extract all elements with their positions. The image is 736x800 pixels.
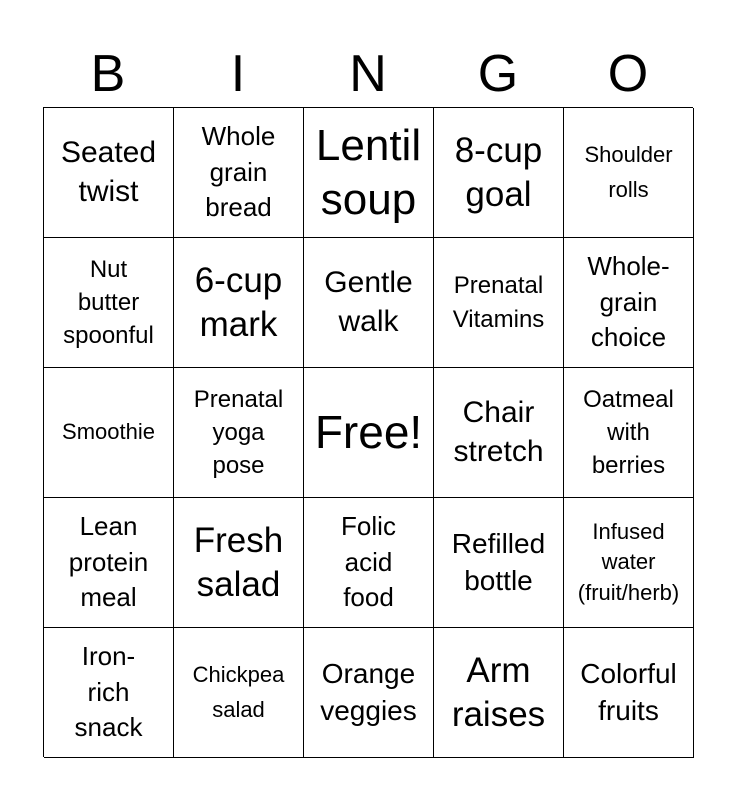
- bingo-cell-label: Seated twist: [60, 136, 157, 208]
- bingo-cell-r1-c5[interactable]: [564, 108, 694, 238]
- bingo-cell-label: Prenatal yoga pose: [193, 385, 284, 480]
- header-letter-i: I: [230, 45, 246, 103]
- bingo-cell-free[interactable]: [304, 368, 434, 498]
- bingo-cell-label: Arm raises: [451, 650, 546, 734]
- bingo-cell-r3-c4[interactable]: [434, 368, 564, 498]
- bingo-cell-r3-c2[interactable]: [174, 368, 304, 498]
- bingo-cell-r1-c2[interactable]: [174, 108, 304, 238]
- bingo-cell-label: Lentil soup: [315, 120, 422, 224]
- header-letter-g: G: [477, 45, 519, 103]
- header-letter-o: O: [607, 45, 649, 103]
- bingo-cell-label: Fresh salad: [193, 520, 284, 604]
- bingo-cell-label: Folic acid food: [341, 510, 396, 613]
- free-space-label: Free!: [314, 406, 423, 459]
- bingo-cell-label: Chair stretch: [453, 396, 544, 468]
- bingo-cell-r1-c1[interactable]: [44, 108, 174, 238]
- bingo-cell-r5-c4[interactable]: [434, 628, 564, 758]
- bingo-cell-r5-c3[interactable]: [304, 628, 434, 758]
- bingo-cell-r2-c4[interactable]: [434, 238, 564, 368]
- bingo-cell-r2-c1[interactable]: [44, 238, 174, 368]
- bingo-cell-r3-c5[interactable]: [564, 368, 694, 498]
- bingo-cell-r5-c1[interactable]: [44, 628, 174, 758]
- bingo-header: [43, 40, 693, 108]
- bingo-cell-label: Refilled bottle: [451, 527, 546, 596]
- bingo-cell-r2-c3[interactable]: [304, 238, 434, 368]
- bingo-cell-label: Infused water (fruit/herb): [577, 518, 680, 605]
- bingo-cell-r4-c3[interactable]: [304, 498, 434, 628]
- bingo-cell-label: Prenatal Vitamins: [452, 272, 545, 333]
- bingo-cell-label: Shoulder rolls: [584, 142, 673, 202]
- bingo-cell-label: Smoothie: [62, 419, 155, 445]
- bingo-cell-label: Whole grain bread: [201, 120, 276, 223]
- bingo-cell-label: Chickpea salad: [192, 662, 285, 722]
- bingo-cell-label: 6-cup mark: [194, 260, 283, 344]
- bingo-cell-label: Lean protein meal: [68, 510, 149, 613]
- bingo-cell-r5-c2[interactable]: [174, 628, 304, 758]
- bingo-cell-label: Colorful fruits: [580, 657, 677, 726]
- bingo-cell-r4-c2[interactable]: [174, 498, 304, 628]
- bingo-cell-r3-c1[interactable]: [44, 368, 174, 498]
- bingo-cell-label: 8-cup goal: [454, 130, 543, 214]
- bingo-cell-r5-c5[interactable]: [564, 628, 694, 758]
- bingo-cell-r4-c4[interactable]: [434, 498, 564, 628]
- bingo-cell-label: Gentle walk: [324, 266, 413, 338]
- bingo-cell-label: Iron- rich snack: [74, 640, 143, 743]
- bingo-cell-label: Whole- grain choice: [587, 250, 670, 353]
- bingo-cell-label: Nut butter spoonful: [63, 255, 154, 350]
- bingo-cell-r4-c1[interactable]: [44, 498, 174, 628]
- bingo-cell-r4-c5[interactable]: [564, 498, 694, 628]
- bingo-cell-r2-c5[interactable]: [564, 238, 694, 368]
- bingo-cell-label: Orange veggies: [320, 657, 417, 726]
- bingo-board: [43, 107, 693, 757]
- bingo-cell-r1-c4[interactable]: [434, 108, 564, 238]
- bingo-cell-r1-c3[interactable]: [304, 108, 434, 238]
- header-letter-n: N: [349, 45, 387, 103]
- bingo-cell-label: Oatmeal with berries: [583, 385, 674, 480]
- bingo-cell-r2-c2[interactable]: [174, 238, 304, 368]
- header-letter-b: B: [90, 45, 126, 103]
